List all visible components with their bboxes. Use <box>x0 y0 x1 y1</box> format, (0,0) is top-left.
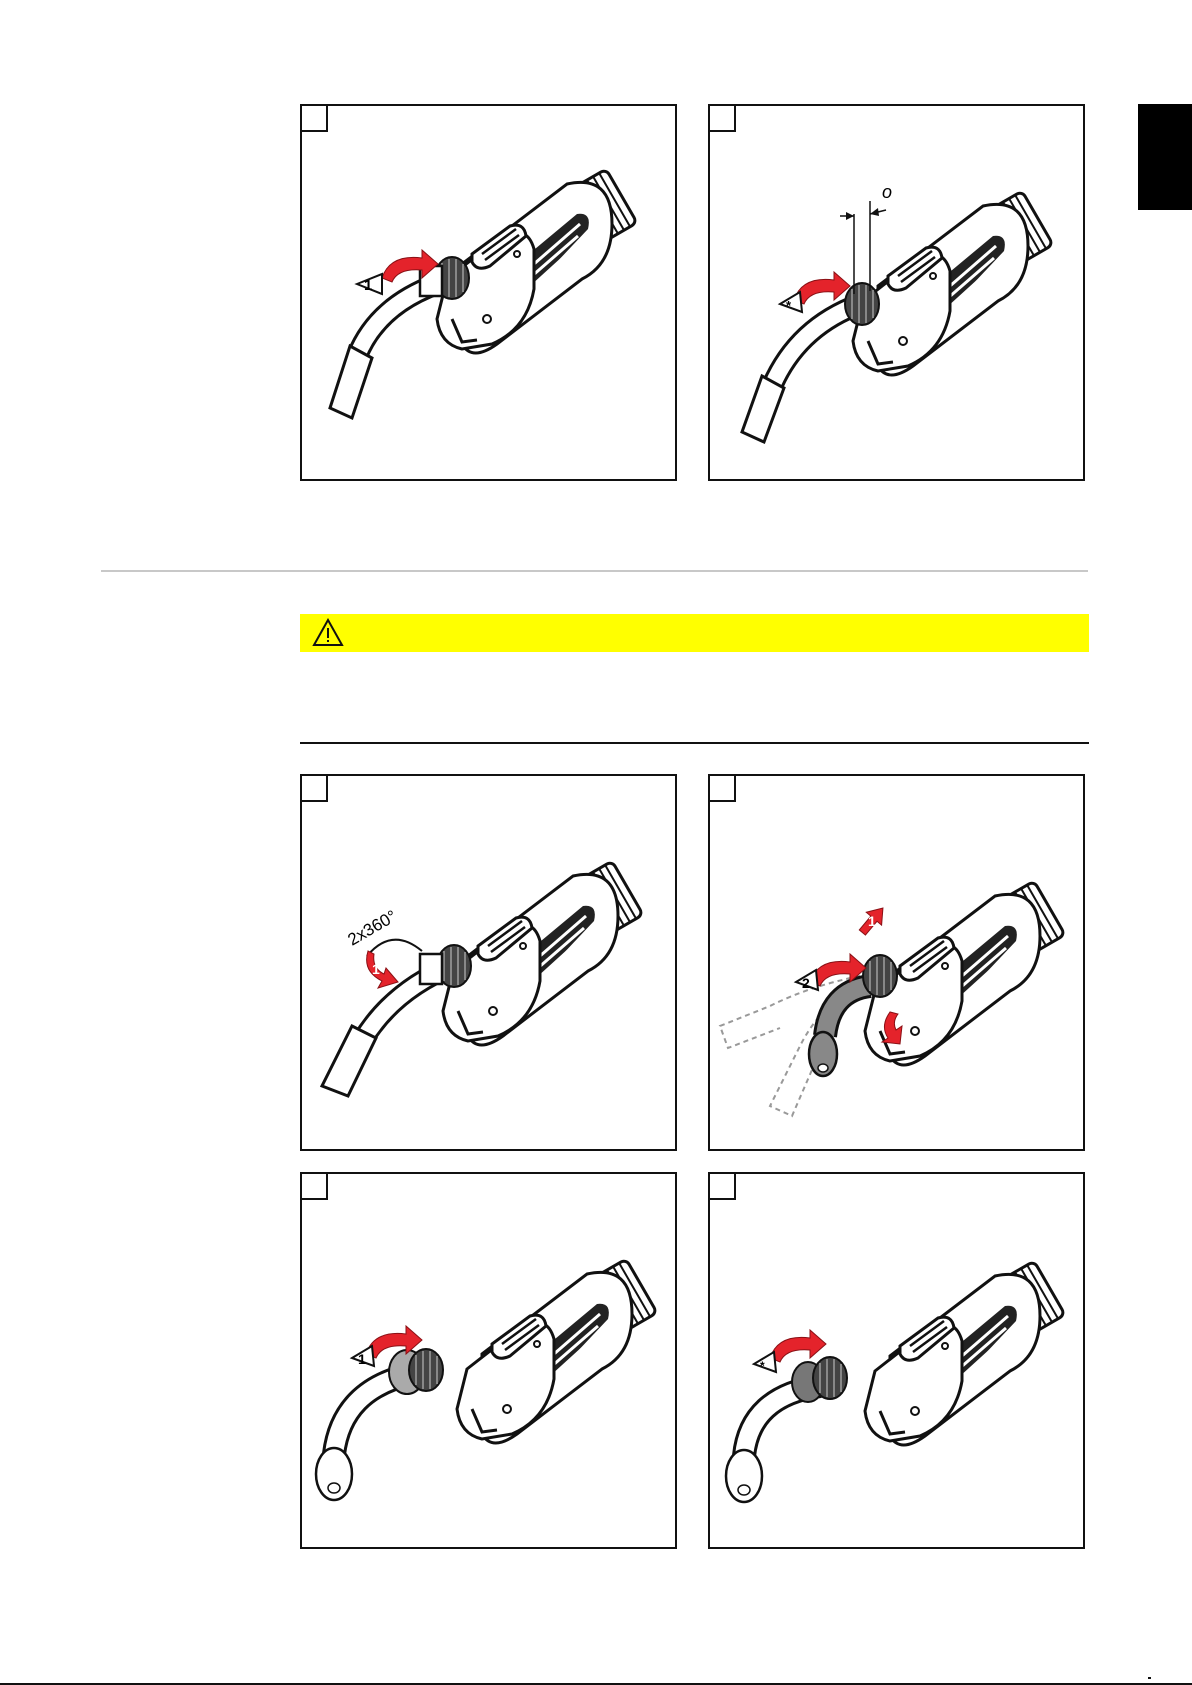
figure-step-1 <box>300 104 677 481</box>
torch-illustration <box>710 776 1083 1149</box>
step-label: 1 <box>364 277 373 294</box>
language-tab <box>1138 104 1192 210</box>
rotation-label: 2x360° <box>344 906 401 950</box>
torch-illustration <box>302 106 675 479</box>
caution-bar <box>300 614 1089 652</box>
figure-step-3 <box>300 774 677 1151</box>
step1-label: 1 <box>868 913 876 929</box>
section-rule <box>300 742 1089 744</box>
torch-illustration <box>710 1174 1083 1547</box>
warning-triangle-icon <box>312 618 344 647</box>
asterisk-label: * <box>786 298 792 313</box>
torch-illustration <box>710 106 1083 479</box>
figure-step-5 <box>300 1172 677 1549</box>
step-label: 1 <box>358 1351 366 1367</box>
torch-illustration <box>302 776 675 1149</box>
section-divider <box>101 570 1088 572</box>
footer-mark <box>1148 1677 1151 1679</box>
dimension-label: o <box>882 182 893 202</box>
figure-step-6 <box>708 1172 1085 1549</box>
torch-illustration <box>302 1174 675 1547</box>
figure-step-4 <box>708 774 1085 1151</box>
figure-step-2 <box>708 104 1085 481</box>
step2-label: 2 <box>802 975 810 991</box>
asterisk-label: * <box>760 1359 765 1373</box>
step-label: 1 <box>372 961 380 977</box>
